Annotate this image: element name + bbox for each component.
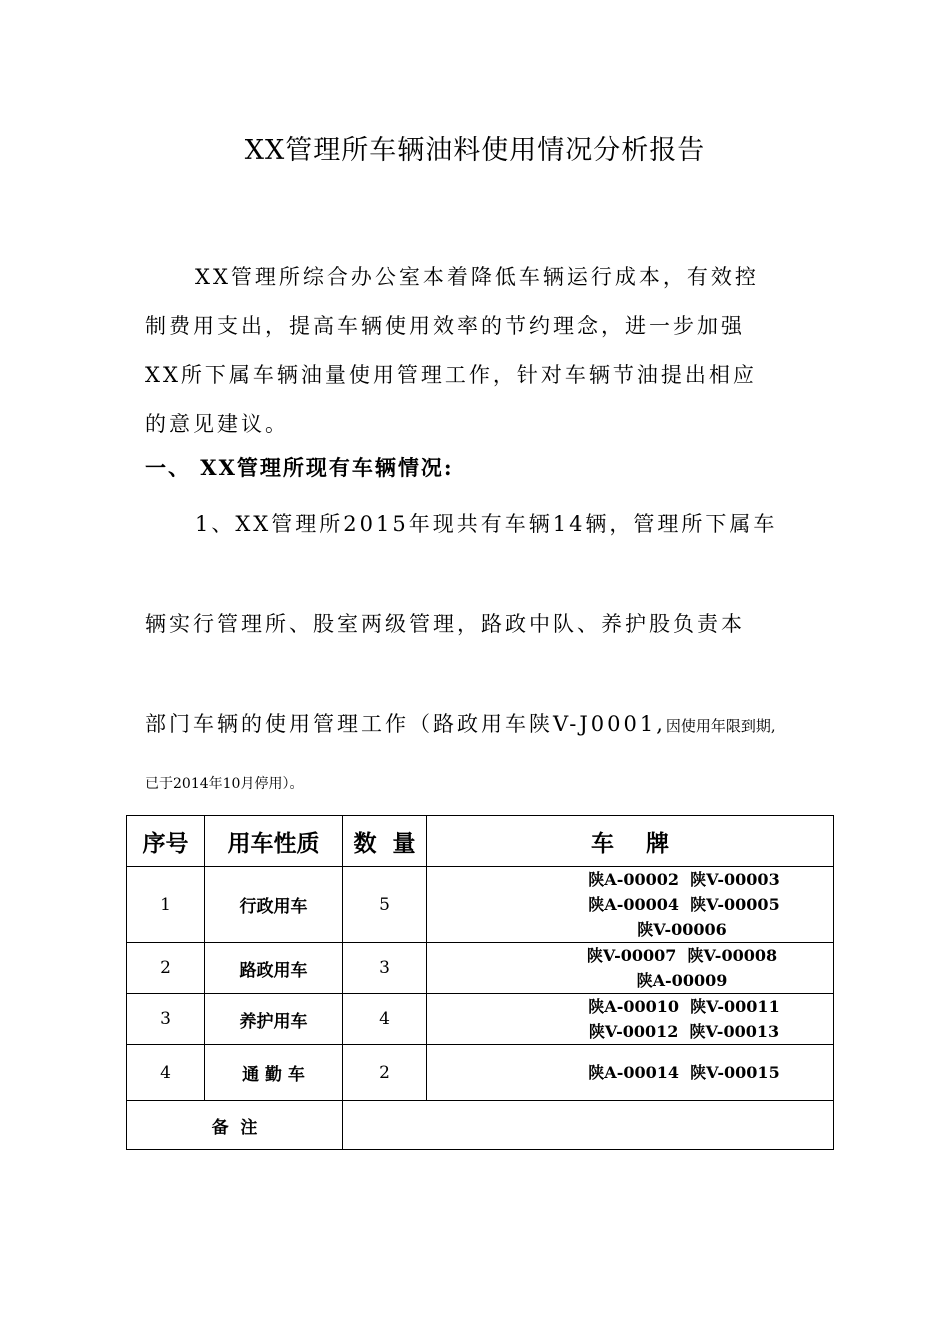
header-qty: 数 量 — [343, 816, 427, 867]
row-no: 1 — [127, 867, 205, 943]
section1-line-1: 1、XX管理所2015年现共有车辆14辆，管理所下属车 — [195, 512, 778, 536]
header-type: 用车性质 — [205, 816, 343, 867]
section1-line-4: 已于2014年10月停用）。 — [145, 776, 304, 792]
row-plates — [427, 1045, 834, 1101]
row-plates — [427, 994, 834, 1045]
row-plates — [427, 943, 834, 994]
plate-line: 陕A-00002 陕V-00003 — [588, 870, 780, 889]
plate-line: 陕A-00010 陕V-00011 — [588, 997, 780, 1016]
table-remark-row — [127, 1101, 834, 1150]
intro-line-1: XX管理所综合办公室本着降低车辆运行成本，有效控 — [195, 265, 759, 289]
section1-line-3 — [145, 708, 776, 738]
row-no: 3 — [127, 994, 205, 1045]
plate-line: 陕A-00014 陕V-00015 — [588, 1063, 780, 1082]
table-row — [127, 1045, 834, 1101]
intro-line-2: 制费用支出，提高车辆使用效率的节约理念，进一步加强 — [145, 314, 745, 338]
header-plates: 车 牌 — [427, 816, 834, 867]
table-header-row — [127, 816, 834, 867]
plate-line: 陕V-00006 — [637, 920, 727, 939]
section1-line-3-note: 因使用年限到期, — [665, 717, 776, 735]
remark-label: 备 注 — [127, 1101, 343, 1150]
vehicle-table — [126, 815, 834, 1150]
row-qty: 3 — [343, 943, 427, 994]
section1-line-3-main: 部门车辆的使用管理工作（路政用车陕V-J0001, — [145, 712, 666, 736]
intro-line-3: XX所下属车辆油量使用管理工作，针对车辆节油提出相应 — [145, 363, 757, 387]
row-qty: 5 — [343, 867, 427, 943]
intro-line-4: 的意见建议。 — [145, 412, 289, 436]
table-row — [127, 867, 834, 943]
document-title: XX管理所车辆油料使用情况分析报告 — [244, 135, 706, 166]
row-type: 行政用车 — [205, 867, 343, 943]
row-type: 养护用车 — [205, 994, 343, 1045]
row-plates — [427, 867, 834, 943]
table-row — [127, 994, 834, 1045]
row-type: 路政用车 — [205, 943, 343, 994]
plate-line: 陕V-00012 陕V-00013 — [588, 1022, 780, 1041]
section-heading-1: 一、 XX管理所现有车辆情况: — [145, 455, 454, 480]
plate-line: 陕V-00007 陕V-00008 — [586, 946, 778, 965]
table-row — [127, 943, 834, 994]
plate-line: 陕A-00004 陕V-00005 — [588, 895, 780, 914]
header-no: 序号 — [127, 816, 205, 867]
row-no: 2 — [127, 943, 205, 994]
remark-value — [343, 1101, 834, 1150]
row-no: 4 — [127, 1045, 205, 1101]
row-qty: 4 — [343, 994, 427, 1045]
section1-line-2: 辆实行管理所、股室两级管理，路政中队、养护股负责本 — [145, 612, 745, 636]
row-type: 通 勤 车 — [205, 1045, 343, 1101]
plate-line: 陕A-00009 — [636, 971, 728, 990]
row-qty: 2 — [343, 1045, 427, 1101]
